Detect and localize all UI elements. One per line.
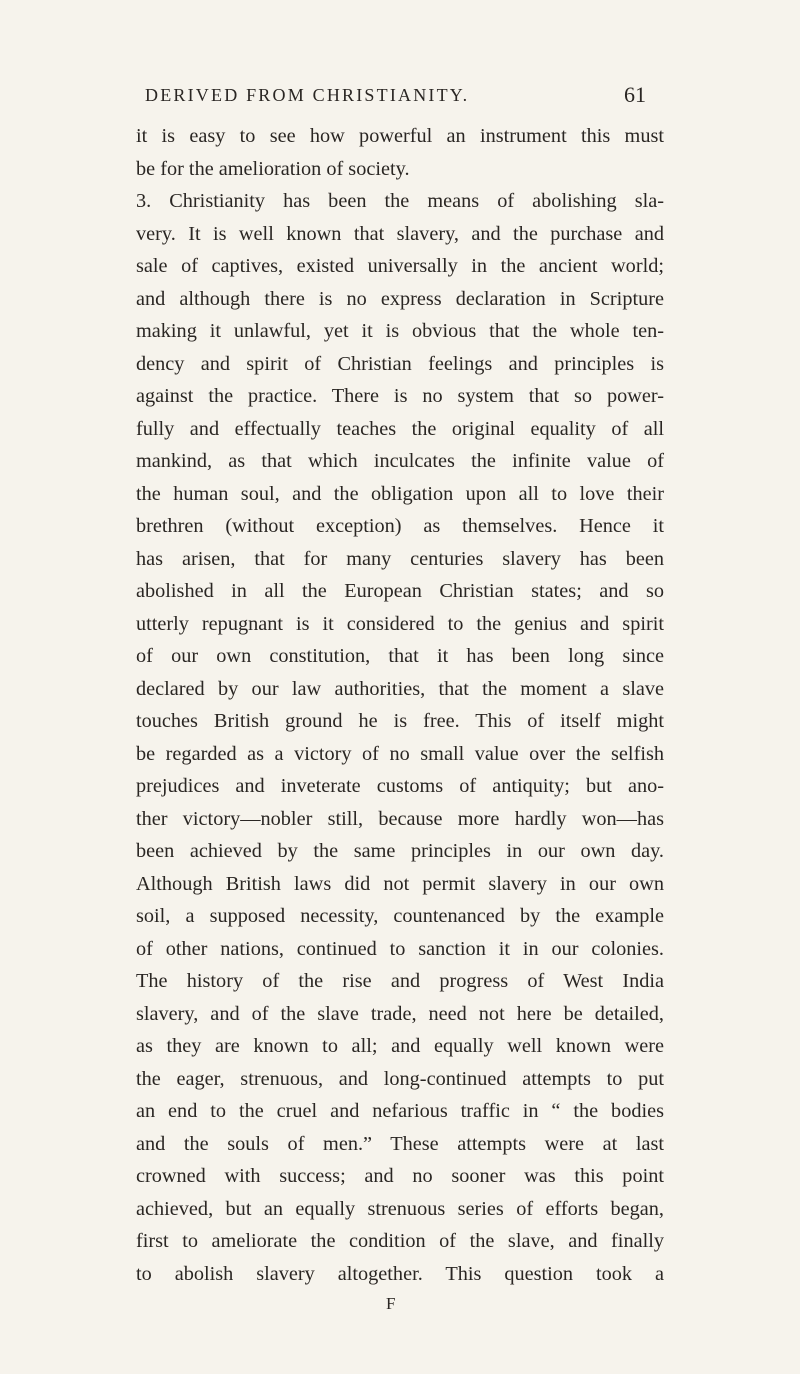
text-line: the human soul, and the obligation upon all to love their: [136, 482, 664, 505]
text-line: utterly repugnant is it considered to the genius and spirit: [136, 612, 664, 635]
text-line: declared by our law authorities, that the moment a slave: [136, 677, 664, 700]
page-number: 61: [624, 82, 646, 107]
text-line: an end to the cruel and nefarious traffic in “ the bodies: [136, 1100, 664, 1122]
text-line: and the souls of men.” These attempts were at last: [136, 1132, 664, 1155]
text-line: be regarded as a victory of no small value over the selfish: [136, 742, 664, 765]
text-line: achieved, but an equally strenuous series of efforts began,: [136, 1197, 664, 1220]
text-line: slavery, and of the slave trade, need not here be detailed,: [136, 1002, 664, 1025]
text-line: very. It is well known that slavery, and the purchase and: [136, 222, 664, 245]
running-head: [0, 78, 800, 112]
text-line: The history of the rise and progress of West India: [136, 970, 664, 992]
text-line: of other nations, continued to sanction it in our colonies.: [136, 937, 664, 960]
text-line: touches British ground he is free. This of itself might: [136, 710, 664, 732]
text-line: fully and effectually teaches the original equality of all: [136, 417, 664, 440]
text-line: Although British laws did not permit slavery in our own: [136, 872, 664, 895]
text-line: be for the amelioration of society.: [136, 157, 410, 180]
text-line: the eager, strenuous, and long-continued attempts to put: [136, 1067, 664, 1090]
text-line: has arisen, that for many centuries slavery has been: [136, 547, 664, 570]
text-line: brethren (without exception) as themselves. Hence it: [136, 515, 664, 537]
text-line: 3. Christianity has been the means of abolishing sla-: [136, 190, 664, 212]
text-line: been achieved by the same principles in our own day.: [136, 840, 664, 862]
text-line: against the practice. There is no system that so power-: [136, 385, 664, 407]
text-line: first to ameliorate the condition of the slave, and finally: [136, 1230, 664, 1252]
text-line: ther victory—nobler still, because more hardly won—has: [136, 807, 664, 830]
text-line: and although there is no express declaration in Scripture: [136, 287, 664, 310]
text-line: crowned with success; and no sooner was this point: [136, 1165, 664, 1187]
text-line: to abolish slavery altogether. This question took a: [136, 1262, 664, 1285]
signature-mark: F: [386, 1294, 396, 1313]
text-line: as they are known to all; and equally well known were: [136, 1035, 664, 1057]
text-line: soil, a supposed necessity, countenanced by the example: [136, 905, 664, 927]
body-text: [136, 120, 664, 1290]
text-line: dency and spirit of Christian feelings and principles is: [136, 352, 664, 375]
text-line: it is easy to see how powerful an instrument this must: [136, 125, 664, 147]
text-line: making it unlawful, yet it is obvious that the whole ten-: [136, 320, 664, 342]
running-title: DERIVED FROM CHRISTIANITY.: [145, 85, 470, 105]
text-line: abolished in all the European Christian states; and so: [136, 580, 664, 602]
text-line: sale of captives, existed universally in the ancient world;: [136, 255, 664, 277]
text-line: mankind, as that which inculcates the infinite value of: [136, 450, 664, 472]
text-line: prejudices and inveterate customs of antiquity; but ano-: [136, 775, 664, 797]
text-line: of our own constitution, that it has been long since: [136, 645, 664, 667]
